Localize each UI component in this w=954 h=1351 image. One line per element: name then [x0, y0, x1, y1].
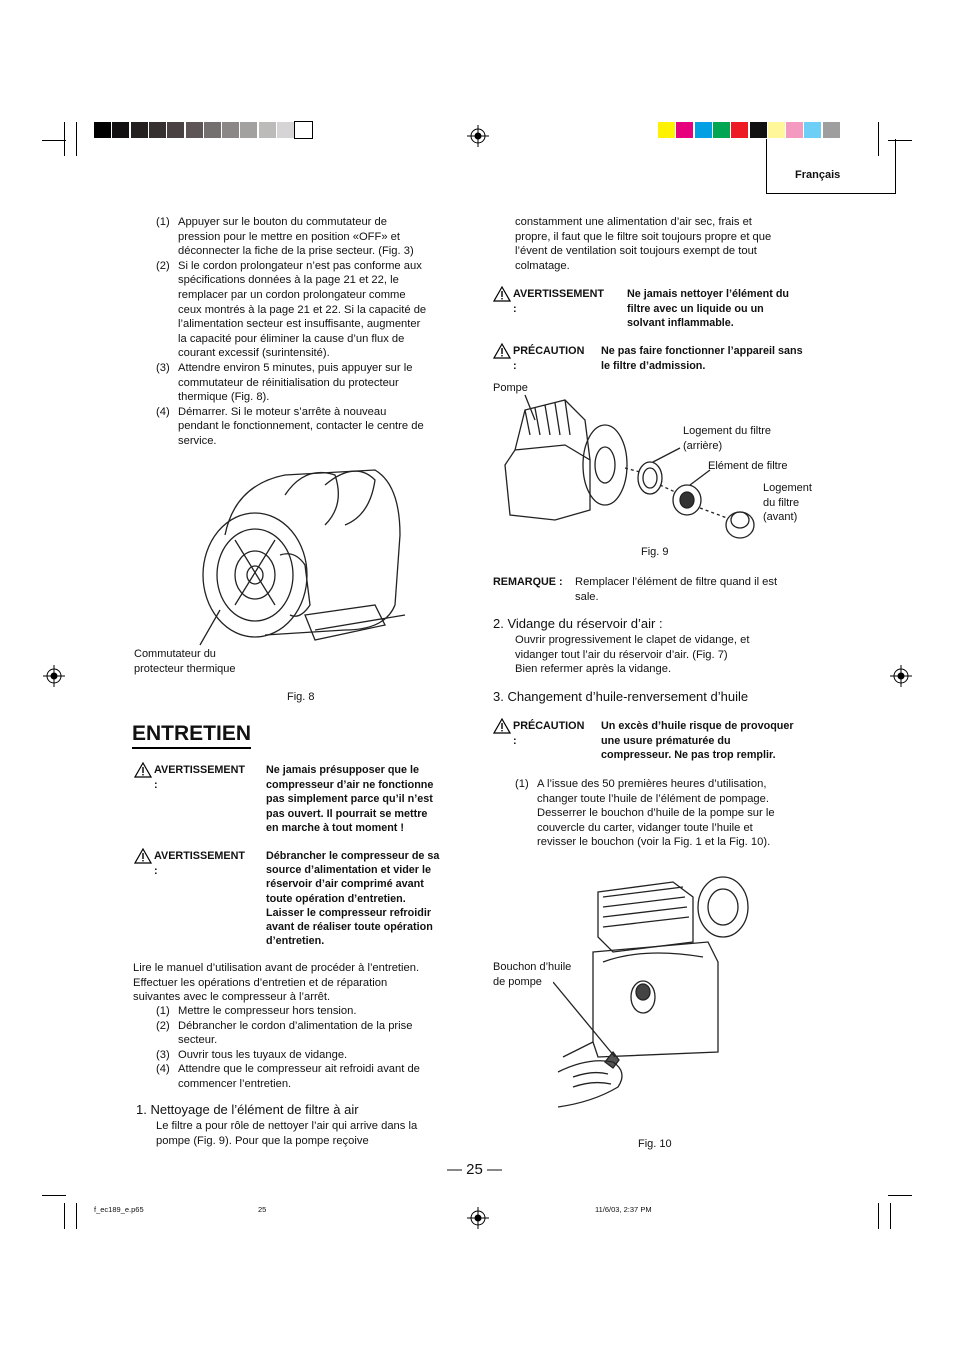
color-swatch [786, 122, 803, 138]
section2-text: Ouvrir progressivement le clapet de vidange, et vidanger tout l’air du réservoir d’air. (Fig. 7) Bien refermer après la vidange. [515, 634, 750, 676]
color-swatch [823, 122, 840, 138]
crop-mark [64, 122, 65, 156]
color-swatch [240, 122, 257, 138]
step-number: (4) [156, 405, 170, 418]
warning-icon [493, 343, 511, 359]
color-swatch [731, 122, 748, 138]
color-swatch [186, 122, 203, 138]
warning-label: AVERTISSEMENT : [513, 288, 604, 315]
caution-text: Ne pas faire fonctionner l’appareil sans le filtre d’admission. [601, 345, 803, 372]
fig10-oil-plug-illustration [553, 862, 753, 1117]
footer-datetime: 11/6/03, 2:37 PM [595, 1205, 652, 1214]
footer-page: 25 [258, 1205, 267, 1214]
warning-icon [493, 286, 511, 302]
color-swatch [204, 122, 221, 138]
crop-mark [76, 122, 77, 156]
step-number: (2) [156, 259, 170, 272]
registration-mark-icon [467, 1207, 489, 1229]
warning-icon [134, 762, 152, 778]
fig9-logement-arriere-label: Logement du filtre (arrière) [683, 425, 772, 452]
remarque-label: REMARQUE : [493, 576, 563, 588]
step-text: Ouvrir tous les tuyaux de vidange. [178, 1048, 348, 1061]
language-tab [766, 139, 896, 194]
remarque-text: Remplacer l’élément de filtre quand il est sale. [575, 576, 778, 603]
color-swatch [676, 122, 693, 138]
color-swatch [94, 122, 111, 138]
warning-label: AVERTISSEMENT : [154, 764, 245, 791]
color-swatch [804, 122, 821, 138]
crop-mark [64, 1203, 65, 1229]
step-text: Attendre environ 5 minutes, puis appuyer sur le commutateur de réinitialisation du protecteur thermique (Fig. 8). [178, 362, 413, 404]
step-text: Démarrer. Si le moteur s’arrête à nouveau pendant le fonctionnement, contacter le centre de service. [178, 405, 424, 447]
section3-title: 3. Changement d’huile-renversement d’huile [493, 689, 749, 704]
footer-filename: f_ec189_e.p65 [94, 1205, 144, 1214]
warning-text: Ne jamais présupposer que le compresseur d’air ne fonctionne pas simplement parce qu’il n’est pas ouvert. Il pourrait se mettre en marche à tout moment ! [266, 764, 434, 835]
color-swatch [713, 122, 730, 138]
step-number: (3) [156, 1048, 170, 1061]
step-number: (2) [156, 1019, 170, 1032]
color-swatch [222, 122, 239, 138]
color-swatch [259, 122, 276, 138]
color-swatch [658, 122, 675, 138]
section2-title: 2. Vidange du réservoir d’air : [493, 616, 663, 631]
warning-icon [134, 848, 152, 864]
step-number: (3) [156, 362, 170, 374]
color-swatch [167, 122, 184, 138]
fig9-logement-avant-label: Logement du filtre (avant) [763, 482, 812, 524]
caution-text: Un excès d’huile risque de provoquer une usure prématurée du compresseur. Ne pas trop remplir. [601, 720, 794, 762]
color-swatch [695, 122, 712, 138]
warning-text: Ne jamais nettoyer l’élément du filtre avec un liquide ou un solvant inflammable. [627, 288, 790, 330]
section1-title: 1. Nettoyage de l’élément de filtre à air [136, 1102, 359, 1117]
color-swatch [768, 122, 785, 138]
registration-mark-icon [467, 125, 489, 147]
step-text: Mettre le compresseur hors tension. [178, 1005, 357, 1017]
step-text: Attendre que le compresseur ait refroidi avant de commencer l’entretien. [178, 1063, 420, 1090]
color-swatch [149, 122, 166, 138]
color-swatch [295, 122, 312, 138]
fig10-callout: Bouchon d’huile de pompe [493, 961, 572, 988]
caution-label: PRÉCAUTION : [513, 345, 585, 372]
intro-text: Lire le manuel d’utilisation avant de procéder à l’entretien. Effectuer les opérations d’entretien et de réparation suivantes avec le compresseur à l’arrêt. [133, 962, 420, 1004]
fig9-caption: Fig. 9 [641, 546, 669, 558]
color-swatch [277, 122, 294, 138]
page-title: ENTRETIEN [132, 721, 251, 749]
step-text: Si le cordon prolongateur n’est pas conforme aux spécifications données à la page 21 et 22, le remplacer par un cordon prolongateur comme ceux montrés à la page 21 et 22. Si la capacité de l’alimentation secteur est insuffisante, augmenter la capacité pour éliminer la cause d’un flux de courant excessif (surintensité). [178, 259, 427, 360]
filter-continued-text: constamment une alimentation d’air sec, frais et propre, il faut que le filtre soit toujours propre et que l’évent de ventilation soit toujours exempt de tout colmatage. [515, 216, 772, 272]
crop-mark [42, 140, 66, 141]
fig8-motor-illustration [195, 455, 425, 655]
crop-mark [888, 1195, 912, 1196]
crop-mark [890, 1203, 891, 1229]
page-number: — 25 — [447, 1161, 503, 1178]
step-text: Débrancher le cordon d’alimentation de la prise secteur. [178, 1019, 413, 1047]
step-text: A l’issue des 50 premières heures d’utilisation, changer toute l’huile de l’élément de pompage. Desserrer le bouchon d’huile de la pompe sur le couvercle du carter, vidanger toute l’huile et revisser le bouchon (voir la Fig. 1 et la Fig. 10). [537, 778, 775, 849]
step-number: (1) [515, 778, 529, 790]
registration-mark-icon [890, 665, 912, 687]
step-text: Appuyer sur le bouton du commutateur de pression pour le mettre en position «OFF» et déconnecter la fiche de la prise secteur. (Fig. 3) [178, 216, 414, 258]
color-swatch [131, 122, 148, 138]
caution-label: PRÉCAUTION : [513, 720, 585, 747]
fig9-element-label: Elément de filtre [708, 460, 788, 472]
color-swatch [750, 122, 767, 138]
step-number: (1) [156, 1005, 170, 1017]
warning-text: Débrancher le compresseur de sa source d’alimentation et vider le réservoir d’air comprimé avant toute opération d’entretien. Laisser le compresseur refroidir avant de réaliser toute opération d’entretien. [266, 850, 440, 948]
step-number: (1) [156, 216, 170, 228]
language-label: Français [795, 169, 841, 181]
step-number: (4) [156, 1063, 170, 1076]
section1-text: Le filtre a pour rôle de nettoyer l’air qui arrive dans la pompe (Fig. 9). Pour que la pompe reçoive [156, 1120, 418, 1147]
fig8-caption: Fig. 8 [287, 691, 315, 703]
crop-mark [76, 1203, 77, 1229]
fig10-caption: Fig. 10 [638, 1138, 672, 1150]
registration-mark-icon [43, 665, 65, 687]
warning-label: AVERTISSEMENT : [154, 850, 245, 877]
fig8-callout: Commutateur du protecteur thermique [134, 648, 236, 675]
color-swatch [112, 122, 129, 138]
crop-mark [878, 1203, 879, 1229]
fig9-pompe-label: Pompe [493, 382, 528, 394]
warning-icon [493, 718, 511, 734]
crop-mark [42, 1195, 66, 1196]
